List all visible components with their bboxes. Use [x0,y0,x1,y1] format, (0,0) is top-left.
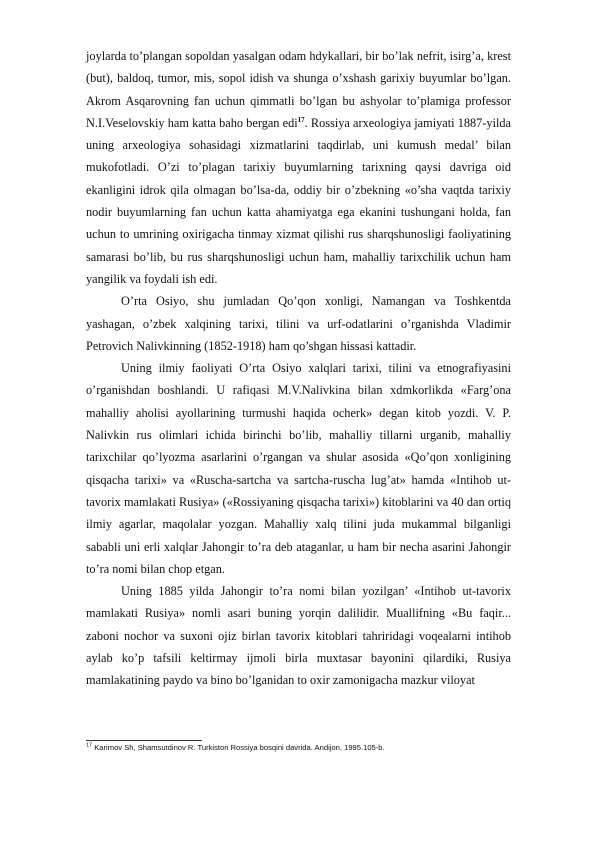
body-text [86,45,511,692]
footnote-number: 17 [86,742,93,749]
footnote-text: Karimov Sh, Shamsutdinov R. Turkiston Rossiya bosqini davrida. Andijon, 1995.105-b. [92,743,385,752]
paragraph-1-text-before: joylarda to’plangan sopoldan yasalgan odam hdykallari, bir bo’lak nefrit, isirg’a, krest (but), baldoq, tumor, mis, sopol idish va shunga o’xshash garixiy buyumlar bo’lgan. Akrom Asqarovning fan uchun qimmatli bo’lgan bu ashyolar to’plamiga professor N.I.Veselovskiy ham katta baho bergan edi [86,49,511,130]
footnote-separator [86,740,202,741]
paragraph-4: Uning 1885 yilda Jahongir to’ra nomi bilan yozilgan’ «Intihob ut-tavorix mamlakati Rusiya» nomli asari buning yorqin dalilidir. Muallifning «Bu faqir... zaboni nochor va suxoni ojiz birlan tavorix kitoblari tahriridagi voqealarni intihob aylab ko’p tafsili keltirmay ijmoli birla muxtasar bayonini qilardiki, Rusiya mamlakatining paydo va bino bo’lganidan to oxir zamonigacha mazkur viloyat [86,584,511,688]
footnote-reference[interactable]: 17 [297,115,305,124]
paragraph-1-text-after: . Rossiya arxeologiya jamiyati 1887-yilda uning arxeologiya sohasidagi xizmatlarini taqdirlab, uni kumush medal’ bilan mukofotladi. O’zi to’plagan tarixiy buyumlarning tarixning qaysi davriga oid ekanligini idrok qila olmagan bo’lsa-da, oddiy bir o’zbekning «o’sha vaqtda tarixiy nodir buyumlarning fan uchun katta ahamiyatga ega ekanini tushungani holda, fan uchun to umrining oxirigacha tinmay xizmat qilishi rus sharqshunosligi faoliyatining samarasi bo’lib, bu rus sharqshunosligi uchun ham, mahalliy tarixchilik uchun ham yangilik va foydali ish edi. [86,115,512,286]
paragraph-1 [86,45,511,290]
footnote [86,743,511,753]
paragraph-2: O’rta Osiyo, shu jumladan Qo’qon xonligi, Namangan va Toshkentda yashagan, o’zbek xalqining tarixi, tilini va urf-odatlarini o’rganishda Vladimir Petrovich Nalivkinning (1852-1918) ham qo’shgan hissasi kattadir. [86,294,511,353]
paragraph-3: Uning ilmiy faoliyati O’rta Osiyo xalqlari tarixi, tilini va etnografiyasini o’rganishdan boshlandi. U rafiqasi M.V.Nalivkina bilan xdmkorlikda «Farg’ona mahalliy aholisi ayollarining turmushi haqida ocherk» degan kitob yozdi. V. P. Nalivkin rus olimlari ichida birinchi bo’lib, mahalliy tillarni urganib, mahalliy tarixchilar qo’lyozma asarlarini o’rgangan va shular asosida «Qo’qon xonligining qisqacha tarixi» va «Ruscha-sartcha va sartcha-ruscha lug’at» hamda «Intihob ut-tavorix mamlakati Rusiya» («Rossiyaning qisqacha tarixi») kitoblarini va 40 dan ortiq ilmiy agarlar, maqolalar yozgan. Mahalliy xalq tilini juda mukammal bilganligi sababli uni erli xalqlar Jahongir to’ra deb ataganlar, u ham bir necha asarini Jahongir to’ra nomi bilan chop etgan. [86,361,511,576]
